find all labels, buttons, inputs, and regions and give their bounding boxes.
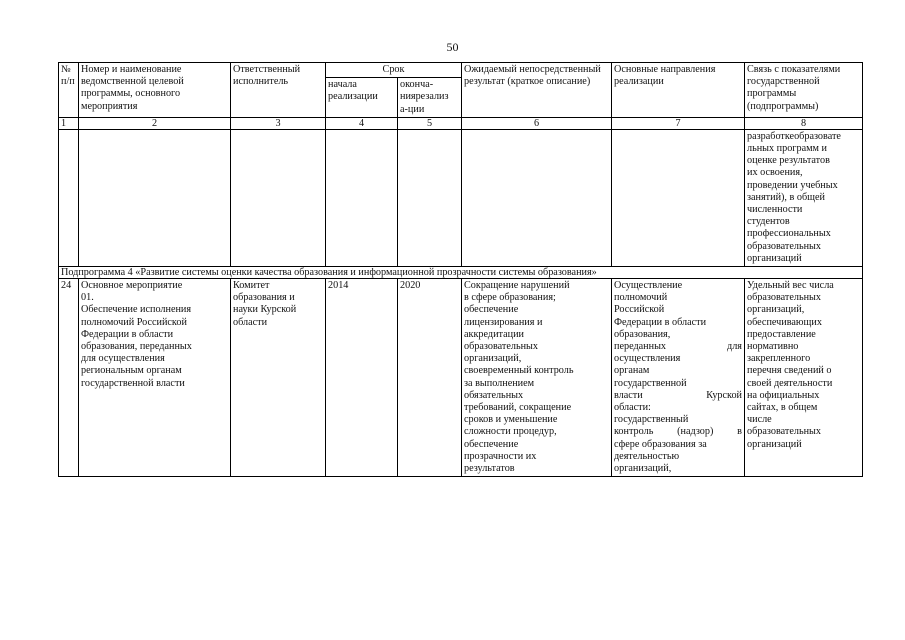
column-number: 4 <box>326 117 398 129</box>
header-number: № п/п <box>59 63 79 118</box>
activity-name: Основное мероприятие 01. Обеспечение исполнения полномочий Российской Федерации в области образования, переданных для осуществления региональным органам государственной власти <box>79 279 231 477</box>
column-number-row <box>59 117 863 129</box>
cell-empty <box>612 129 745 266</box>
column-number: 7 <box>612 117 745 129</box>
cell-empty <box>59 129 79 266</box>
column-number: 5 <box>398 117 462 129</box>
header-expected-result: Ожидаемый непосредственный результат (краткое описание) <box>462 63 612 118</box>
header-term: Срок <box>326 63 462 78</box>
column-number: 2 <box>79 117 231 129</box>
responsible-executor: Комитет образования и науки Курской области <box>231 279 326 477</box>
column-number: 8 <box>745 117 863 129</box>
page-number: 50 <box>446 40 459 54</box>
header-directions: Основные направления реализации <box>612 63 745 118</box>
header-term-end: оконча- ниярезализ а-ции <box>398 78 462 118</box>
cell-empty <box>326 129 398 266</box>
cell-empty <box>79 129 231 266</box>
column-number: 1 <box>59 117 79 129</box>
continued-row <box>59 129 863 266</box>
column-number: 6 <box>462 117 612 129</box>
header-program-name: Номер и наименование ведомственной целевой программы, основного мероприятия <box>79 63 231 118</box>
cell-empty <box>398 129 462 266</box>
cell-empty <box>231 129 326 266</box>
header-term-start: начала реализации <box>326 78 398 118</box>
continued-indicator-link: разработкеобразовате льных программ и оценке результатов их освоения, проведении учебных занятий), в общей численности студентов профессиональных образовательных организаций <box>745 129 863 266</box>
term-start: 2014 <box>326 279 398 477</box>
header-indicator-link: Связь с показателями государственной программы (подпрограммы) <box>745 63 863 118</box>
program-table <box>58 62 863 477</box>
header-responsible: Ответственный исполнитель <box>231 63 326 118</box>
main-directions: Осуществление полномочий Российской Федерации в области образования, переданных для осуществления органам государственной власти Курской области: государственный контроль (надзор) в сфере образования за деятельностью организаций, <box>612 279 745 477</box>
term-end: 2020 <box>398 279 462 477</box>
header-row <box>59 63 863 78</box>
table-row <box>59 279 863 477</box>
column-number: 3 <box>231 117 326 129</box>
row-number: 24 <box>59 279 79 477</box>
subprogram-row <box>59 267 863 279</box>
expected-result: Сокращение нарушений в сфере образования; обеспечение лицензирования и аккредитации образовательных организаций, своевременный контроль за выполнением обязательных требований, сокращение сроков и уменьшение сложности процедур, обеспечение прозрачности их результатов <box>462 279 612 477</box>
cell-empty <box>462 129 612 266</box>
indicator-link: Удельный вес числа образовательных организаций, обеспечивающих предоставление нормативно закрепленного перечня сведений о своей деятельности на официальных сайтах, в общем числе образовательных организаций <box>745 279 863 477</box>
subprogram-title: Подпрограмма 4 «Развитие системы оценки качества образования и информационной прозрачности системы образования» <box>59 267 863 279</box>
